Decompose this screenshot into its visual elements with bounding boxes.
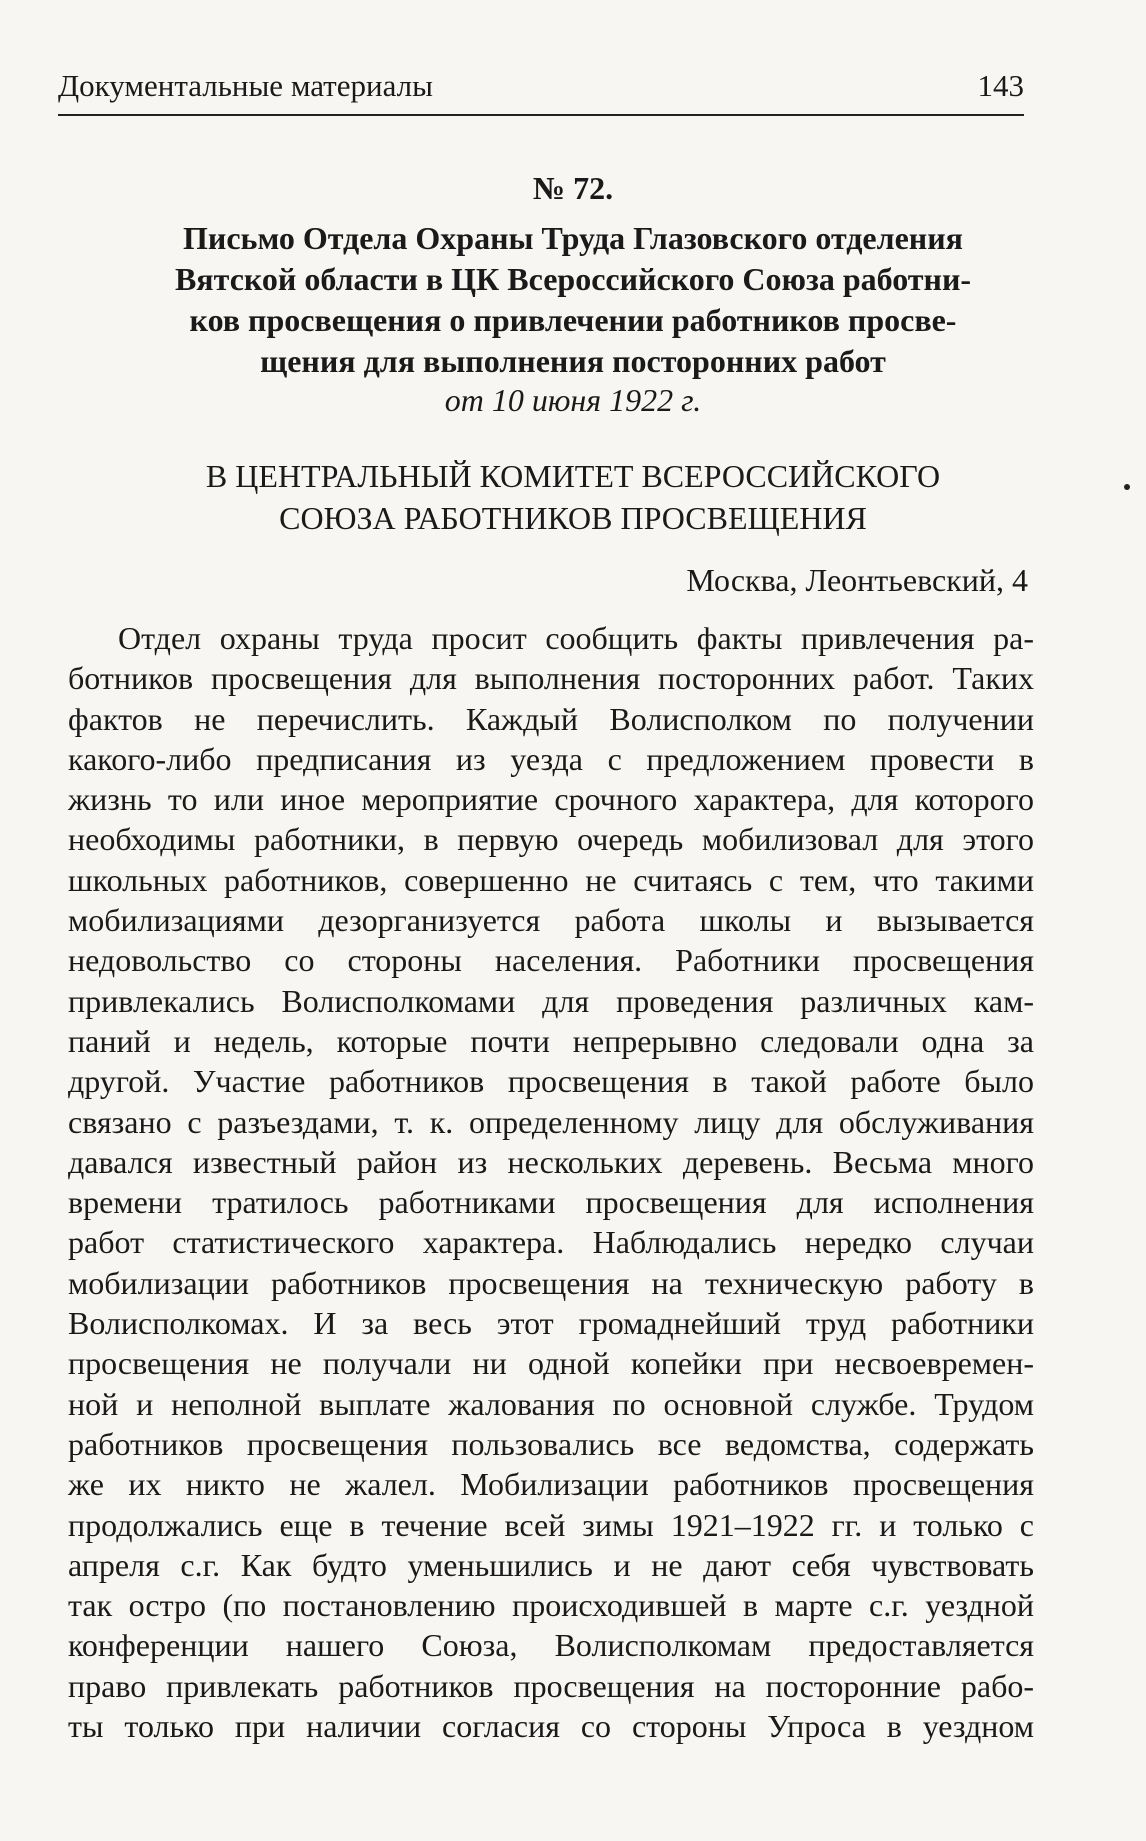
body-line: другой. Участие работников просвещения в такой работе было [68, 1063, 1034, 1100]
body-line: работ статистического характера. Наблюдались нередко случаи [68, 1224, 1034, 1261]
body-line: фактов не перечислить. Каждый Волисполком по получении [68, 700, 1034, 737]
body-line: Отдел охраны труда просит сообщить факты привлечения ра- [118, 620, 1034, 656]
body-text [68, 618, 1034, 1746]
body-line: времени тратилось работниками просвещения для исполнения [68, 1184, 1034, 1221]
document-title [110, 218, 1036, 382]
document-title-line: ков просвещения о привлечении работников просве- [189, 302, 957, 338]
header-rule [58, 114, 1024, 116]
page-number: 143 [977, 68, 1024, 103]
body-line: право привлекать работников просвещения на посторонние рабо- [68, 1667, 1034, 1704]
body-line: продолжались еще в течение всей зимы 1921–1922 гг. и только с [68, 1506, 1034, 1543]
document-number: № 72. [532, 170, 614, 206]
addressee-line: СОЮЗА РАБОТНИКОВ ПРОСВЕЩЕНИЯ [279, 500, 867, 536]
address: Москва, Леонтьевский, 4 [686, 562, 1028, 598]
body-line: работников просвещения пользовались все ведомства, содержать [68, 1425, 1034, 1462]
body-line: Волисполкомах. И за весь этот громаднейший труд работники [68, 1305, 1034, 1342]
body-line: апреля с.г. Как будто уменьшились и не дают себя чувствовать [68, 1546, 1034, 1583]
body-line: необходимы работники, в первую очередь мобилизовал для этого [68, 821, 1034, 858]
document-title-line: Письмо Отдела Охраны Труда Глазовского отделения [183, 220, 963, 256]
body-line: давался известный район из нескольких деревень. Весьма много [68, 1143, 1034, 1180]
addressee [100, 455, 1046, 539]
document-title-line: щения для выполнения посторонних работ [260, 343, 886, 379]
body-line: ботников просвещения для выполнения посторонних работ. Таких [68, 660, 1034, 697]
body-line: просвещения не получали ни одной копейки при несвоевремен- [68, 1345, 1034, 1382]
document-title-line: Вятской области в ЦК Всероссийского Союза работни- [174, 261, 972, 297]
body-line: паний и недель, которые почти непрерывно следовали одна за [68, 1022, 1034, 1059]
body-line: конференции нашего Союза, Волисполкомам предоставляется [68, 1627, 1034, 1664]
print-speck [1124, 484, 1130, 490]
body-line: ты только при наличии согласия со стороны Упроса в уездном [68, 1708, 1034, 1745]
body-line: же их никто не жалел. Мобилизации работников просвещения [68, 1466, 1034, 1503]
body-line: жизнь то или иное мероприятие срочного характера, для которого [68, 781, 1034, 818]
body-line: школьных работников, совершенно не считаясь с тем, что такими [68, 861, 1034, 898]
document-date: от 10 июня 1922 г. [444, 382, 702, 418]
body-line: недовольство со стороны населения. Работники просвещения [68, 942, 1034, 979]
body-line: какого-либо предписания из уезда с предложением провести в [68, 740, 1034, 777]
body-line: мобилизации работников просвещения на техническую работу в [68, 1264, 1034, 1301]
running-head [58, 66, 1024, 110]
addressee-line: В ЦЕНТРАЛЬНЫЙ КОМИТЕТ ВСЕРОССИЙСКОГО [205, 458, 941, 494]
body-line: так остро (по постановлению происходившей в марте с.г. уездной [68, 1587, 1034, 1624]
body-line: мобилизациями дезорганизуется работа школы и вызывается [68, 902, 1034, 939]
body-line: ной и неполной выплате жалования по основной службе. Трудом [68, 1385, 1034, 1422]
body-line: связано с разъездами, т. к. определенному лицу для обслуживания [68, 1103, 1034, 1140]
running-head-title: Документальные материалы [58, 68, 433, 103]
body-line: привлекались Волисполкомами для проведения различных кам- [68, 982, 1034, 1019]
